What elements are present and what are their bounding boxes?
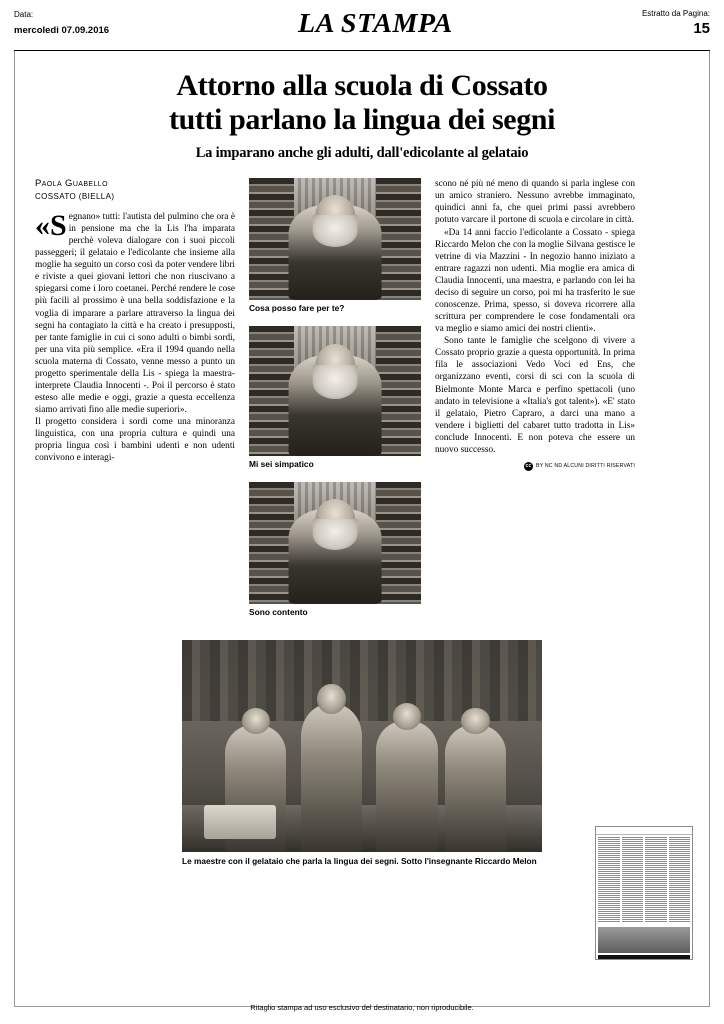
copyright-line <box>435 462 635 471</box>
byline <box>35 178 235 202</box>
thumbnail-column <box>669 837 691 923</box>
paragraph: scono né più né meno di quando si parla inglese con un amico straniero. Nessuno avrebbe immaginato, quindici anni fa, che quei primi passi avrebbero potuto varcare il portone di scuola e circolare in città. <box>435 179 635 226</box>
thumbnail-column <box>622 837 644 923</box>
photo-gesture-3 <box>249 482 421 604</box>
bookshelf-left <box>249 178 294 300</box>
article-subhead: La imparano anche gli adulti, dall'edicolante al gelataio <box>195 145 529 162</box>
paragraph-text: egnano» tutti: l'autista del pulmino che ora è in pensione ma che la Lis l'ha imparata perchè voleva dialogare con i suoi piccoli passeggeri; il gelataio e l'edicolante che insieme alla moglie ha seguito un corso così da poter vendere libri e riviste a quei giovani lettori che non riuscivano a spiegarsi come i loro coetanei. Perché rendere le cose più facili al prossimo è una bella soddisfazione e la voglia di imparare a parlare attraverso la lingua dei segni ha contagiato la città e ha creato i presupposti, per tante famiglie in cui ci sono adulti o bimbi sordi, per una vita più semplice. «Era il 1994 quando nella scuola materna di Cossato, venne messo a punto un progetto sperimentale della Lis - spiega la maestra-interprete Claudia Innocenti -. Poi il percorso è stato esteso alle medie e oggi, grazie a questa eccellenza siamo arrivati fino alle medie superiori». <box>35 211 235 416</box>
person-beard <box>313 365 358 399</box>
masthead-title-wrap <box>109 8 642 39</box>
person-head <box>317 684 345 714</box>
person-beard <box>313 215 358 247</box>
bookshelf-right <box>376 482 421 604</box>
creative-commons-icon: cc <box>525 462 532 469</box>
page-number: 15 <box>693 20 710 37</box>
date-value: mercoledi 07.09.2016 <box>14 25 110 36</box>
headline-line-2: tutti parlano la lingua dei segni <box>168 102 556 136</box>
paragraph: «Da 14 anni faccio l'edicolante a Cossato - spiega Riccardo Melon che con la moglie Silvana gestisce le vetrine di via Mazzini - In negozio hanno iniziato a entrare ragazzi non udenti. Mia moglie era amica di Claudia Innocenti, una maestra, e parlando con lei ha deciso di seguire un corso, poi mi ha trasferito le sue conoscenze. Prima, spesso, si doveva ricorrere alla scrittura per comprendere le cose fondamentali ora va meglio e siamo amici dei nostri clienti». <box>435 227 635 335</box>
shop-shelving <box>182 640 542 721</box>
thumbnail-column <box>645 837 667 923</box>
date-label: Data: <box>14 10 34 19</box>
headline-line-1: Attorno alla scuola di Cossato <box>176 69 548 102</box>
article-columns <box>35 178 689 630</box>
photo-caption: Sono contento <box>249 607 308 618</box>
person-head <box>461 708 489 733</box>
bookshelf-right <box>376 326 421 456</box>
footer-note: Ritaglio stampa ad uso esclusivo del destinatario, non riproducibile. <box>250 1003 474 1012</box>
thumbnail-columns <box>596 835 692 925</box>
masthead-date <box>14 8 109 38</box>
byline-author: Paola Guabello <box>35 178 108 190</box>
photo-gesture-1 <box>249 178 421 300</box>
person-head <box>242 708 270 733</box>
masthead-page <box>642 8 710 37</box>
masthead <box>14 8 710 48</box>
thumbnail-photo <box>598 927 690 953</box>
thumbnail-column <box>598 837 620 923</box>
column-left-body <box>35 208 235 465</box>
photo-gesture-2 <box>249 326 421 456</box>
thumbnail-masthead <box>596 827 692 835</box>
bookshelf-left <box>249 326 294 456</box>
column-left <box>35 178 235 630</box>
page-title <box>35 69 689 136</box>
photo-caption: Cosa posso fare per te? <box>249 303 345 314</box>
drop-cap: «S <box>35 208 67 242</box>
person-figure <box>301 704 362 852</box>
group-photo <box>182 640 542 852</box>
photo-caption: Mi sei simpatico <box>249 459 314 470</box>
main-photo-block <box>182 640 542 866</box>
paragraph <box>35 208 235 416</box>
person-head <box>393 703 421 729</box>
page-label: Estratto da Pagina: <box>641 9 710 18</box>
paragraph: Sono tante le famiglie che scelgono di vivere a Cossato proprio grazie a questa opportunità. In prima fila le associazioni Vedo Voci ed Ens, che organizzano eventi, corsi di sci con la scuola di Bielmonte Monte Marca e perfino spettacoli (uno andato in televisione a «Italia's got talent»). «E' stato il gelataio, Pietro Capraro, a darci una mano a vendere i biglietti del cabaret tutto tradotta in Lis» conclude Innocenti. E non poteva che essere un nuovo successo. <box>435 336 635 455</box>
column-middle-photos <box>249 178 421 630</box>
paragraph: Il progetto considera i sordi come una minoranza linguistica, con una propria cultura e quindi una propria lingua così i bambini udenti e non udenti convivono e interagi- <box>35 417 235 464</box>
newspaper-title: LA STAMPA <box>298 8 453 38</box>
bookshelf-left <box>249 482 294 604</box>
column-right <box>435 178 635 630</box>
byline-location: COSSATO (BIELLA) <box>35 191 115 201</box>
shop-sign <box>204 805 276 839</box>
person-figure <box>445 725 506 852</box>
copyright-text: BY NC ND ALCUNI DIRITTI RISERVATI <box>535 463 635 470</box>
thumbnail-footer <box>598 955 690 960</box>
person-beard <box>313 519 358 551</box>
person-figure <box>376 721 437 852</box>
article-frame <box>14 51 710 1007</box>
main-photo-caption: Le maestre con il gelataio che parla la lingua dei segni. Sotto l'insegnante Riccardo Melon <box>182 855 537 866</box>
page-thumbnail <box>595 826 693 960</box>
bookshelf-right <box>376 178 421 300</box>
